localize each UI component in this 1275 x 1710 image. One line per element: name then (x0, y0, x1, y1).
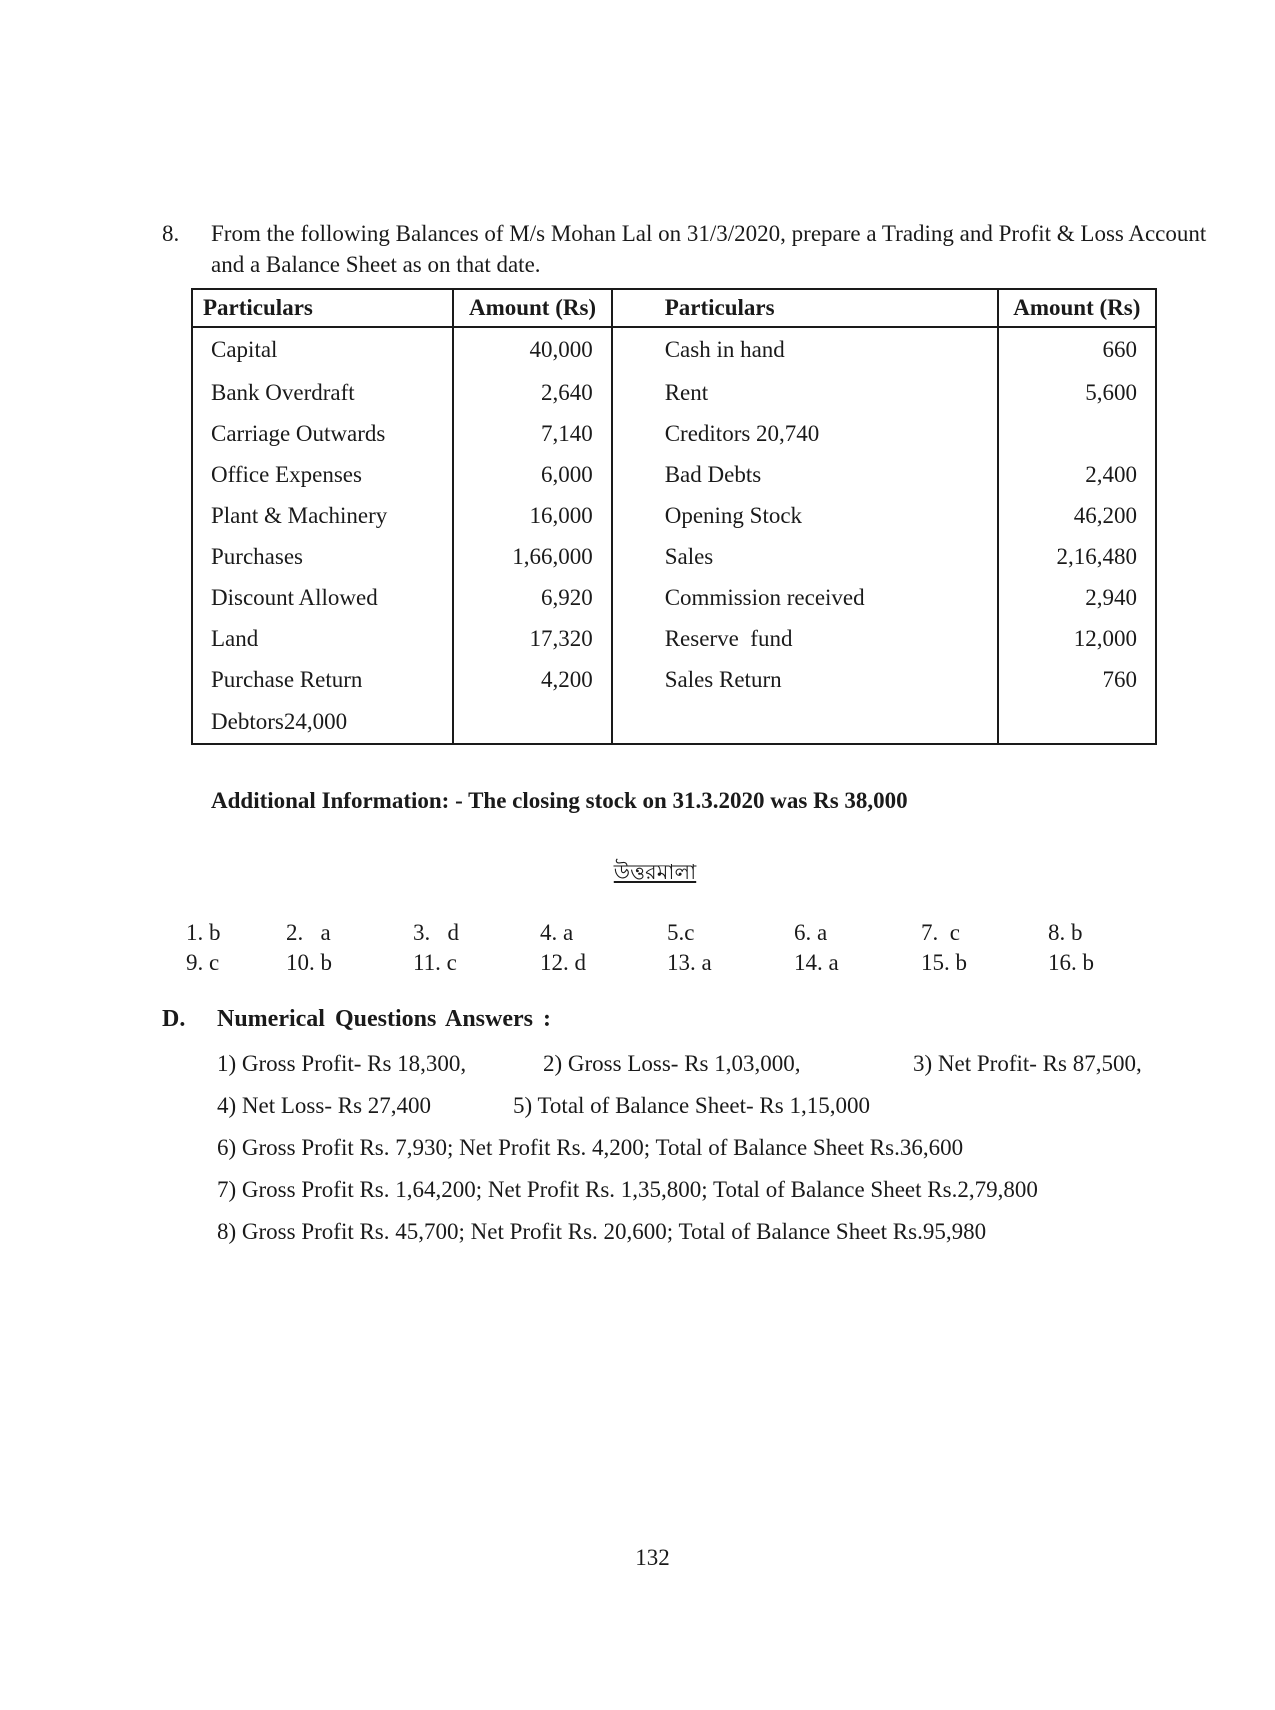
numerical-answer: 1) Gross Profit- Rs 18,300, (217, 1051, 467, 1076)
cell-amount: 7,140 (453, 413, 611, 454)
cell-amount: 2,400 (998, 454, 1156, 495)
table-row (192, 413, 1156, 454)
cell-particular: Plant & Machinery (192, 495, 453, 536)
mcq-answer: 11. c (413, 950, 457, 975)
cell-amount: 660 (998, 327, 1156, 372)
cell-amount (998, 413, 1156, 454)
table-row (192, 495, 1156, 536)
cell-amount: 46,200 (998, 495, 1156, 536)
cell-amount: 16,000 (453, 495, 611, 536)
cell-particular: Debtors24,000 (192, 700, 453, 744)
table-row (192, 618, 1156, 659)
mcq-answer: 9. c (186, 950, 220, 975)
cell-particular: Carriage Outwards (192, 413, 453, 454)
cell-particular: Purchase Return (192, 659, 453, 700)
numerical-answer: 5) Total of Balance Sheet- Rs 1,15,000 (513, 1093, 870, 1118)
section-title: Numerical Questions Answers : (217, 1006, 551, 1032)
table-row (192, 372, 1156, 413)
cell-amount: 12,000 (998, 618, 1156, 659)
question-number: 8. (162, 221, 180, 246)
cell-amount: 5,600 (998, 372, 1156, 413)
header-particulars-right: Particulars (612, 289, 998, 327)
section-letter: D. (162, 1006, 186, 1032)
cell-particular: Land (192, 618, 453, 659)
table-row (192, 327, 1156, 372)
page-number: 132 (635, 1545, 670, 1570)
mcq-answer: 6. a (794, 920, 828, 945)
cell-particular: Cash in hand (612, 327, 998, 372)
cell-particular: Commission received (612, 577, 998, 618)
cell-particular: Opening Stock (612, 495, 998, 536)
question-text: From the following Balances of M/s Mohan Lal on 31/3/2020, prepare a Trading and Profit & Loss Account and a Balance Sheet as on that date. (211, 221, 1207, 277)
mcq-answer: 4. a (540, 920, 574, 945)
cell-amount (998, 700, 1156, 744)
cell-particular: Bad Debts (612, 454, 998, 495)
cell-amount: 1,66,000 (453, 536, 611, 577)
numerical-answer: 2) Gross Loss- Rs 1,03,000, (543, 1051, 801, 1076)
balances-table (191, 288, 1157, 745)
cell-amount: 4,200 (453, 659, 611, 700)
mcq-answer: 5.c (667, 920, 695, 945)
numerical-answer: 3) Net Profit- Rs 87,500, (913, 1051, 1142, 1076)
mcq-answer: 14. a (794, 950, 839, 975)
mcq-answer: 15. b (921, 950, 967, 975)
cell-particular: Discount Allowed (192, 577, 453, 618)
numerical-answer: 4) Net Loss- Rs 27,400 (217, 1093, 432, 1118)
numerical-answer: 8) Gross Profit Rs. 45,700; Net Profit Rs. 20,600; Total of Balance Sheet Rs.95,980 (217, 1219, 987, 1244)
mcq-answer: 12. d (540, 950, 586, 975)
table-row (192, 577, 1156, 618)
mcq-answer: 3. d (413, 920, 459, 945)
table-header-row (192, 289, 1156, 327)
cell-particular: Sales (612, 536, 998, 577)
table-row (192, 536, 1156, 577)
header-particulars-left: Particulars (192, 289, 453, 327)
table-row (192, 454, 1156, 495)
mcq-answer: 10. b (286, 950, 332, 975)
mcq-answer: 13. a (667, 950, 712, 975)
cell-amount: 40,000 (453, 327, 611, 372)
additional-information: Additional Information: - The closing stock on 31.3.2020 was Rs 38,000 (211, 788, 908, 813)
cell-particular: Purchases (192, 536, 453, 577)
answer-key-title: উত্তরমালা (613, 860, 697, 884)
numerical-answer: 7) Gross Profit Rs. 1,64,200; Net Profit Rs. 1,35,800; Total of Balance Sheet Rs.2,79,800 (217, 1177, 1038, 1202)
cell-amount: 6,920 (453, 577, 611, 618)
cell-particular: Sales Return (612, 659, 998, 700)
cell-particular: Office Expenses (192, 454, 453, 495)
cell-particular: Reserve fund (612, 618, 998, 659)
cell-amount: 17,320 (453, 618, 611, 659)
cell-amount: 2,940 (998, 577, 1156, 618)
numerical-answer: 6) Gross Profit Rs. 7,930; Net Profit Rs. 4,200; Total of Balance Sheet Rs.36,600 (217, 1135, 964, 1160)
cell-amount: 2,640 (453, 372, 611, 413)
cell-particular (612, 700, 998, 744)
cell-amount: 6,000 (453, 454, 611, 495)
cell-amount: 2,16,480 (998, 536, 1156, 577)
mcq-answer: 7. c (921, 920, 960, 945)
mcq-answer: 1. b (186, 920, 221, 945)
header-amount-left: Amount (Rs) (453, 289, 611, 327)
cell-particular: Bank Overdraft (192, 372, 453, 413)
mcq-answer: 2. a (286, 920, 331, 945)
table-row (192, 659, 1156, 700)
mcq-answer: 16. b (1048, 950, 1094, 975)
cell-particular: Rent (612, 372, 998, 413)
answer-key-heading (0, 856, 1275, 891)
table-row (192, 700, 1156, 744)
cell-amount (453, 700, 611, 744)
header-amount-right: Amount (Rs) (998, 289, 1156, 327)
cell-particular: Creditors 20,740 (612, 413, 998, 454)
cell-particular: Capital (192, 327, 453, 372)
cell-amount: 760 (998, 659, 1156, 700)
mcq-answer: 8. b (1048, 920, 1083, 945)
